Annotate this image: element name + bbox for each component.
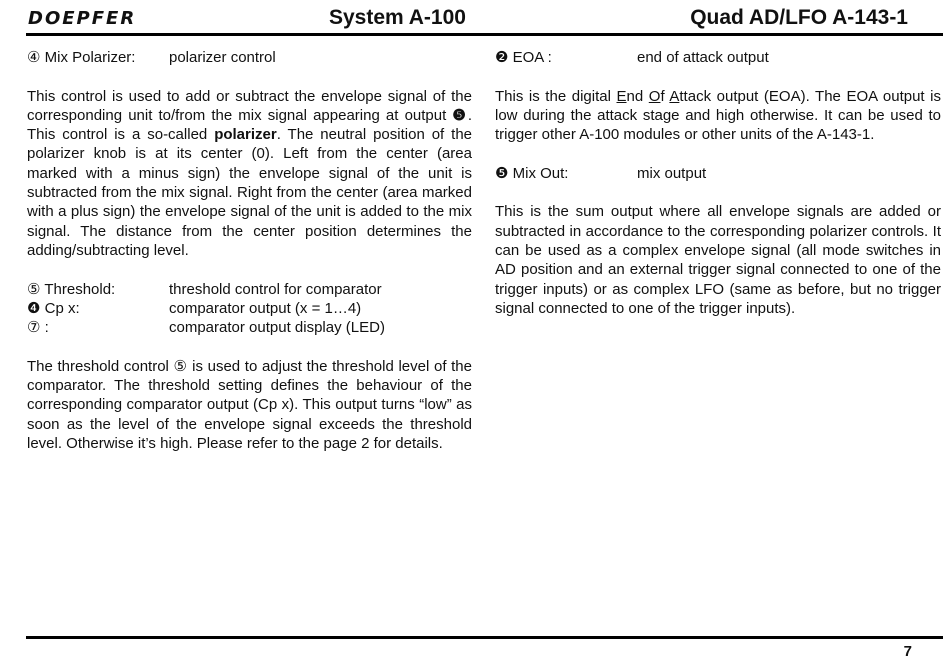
threshold-paragraph: The threshold control ⑤ is used to adjust the threshold level of the comparator. The threshold setting defines the behaviour of the corresponding comparator output (Cp x). This output turns “low” as soon as the level of the envelope signal exceeds the threshold level. Otherwise it’s high. Please refer to the page 2 for details.	[27, 357, 472, 452]
cp-marker: ❹	[27, 299, 41, 317]
cp-desc: comparator output (x = 1…4)	[169, 299, 362, 317]
mix-out-item	[495, 164, 941, 183]
mix-out-paragraph: This is the sum output where all envelope signals are added or subtracted in accordance to the corresponding polarizer controls. It can be used as a complex envelope signal (all mode switches in AD position and an external trigger signal connected to one of the trigger inputs) or as complex LFO (same as before, but no trigger signal connected to one of the trigger inputs).	[495, 203, 941, 317]
threshold-marker-inline: ⑤	[173, 357, 188, 375]
led-marker: ⑦	[27, 319, 41, 337]
mix-polarizer-label: Mix Polarizer:	[44, 49, 136, 66]
led-item	[27, 318, 472, 337]
eoa-desc: end of attack output	[637, 49, 769, 66]
left-column	[27, 48, 472, 453]
header-rule	[26, 33, 943, 36]
mix-polarizer-marker: ④	[27, 49, 41, 66]
polarizer-term: polarizer	[214, 126, 277, 144]
threshold-marker: ⑤	[27, 280, 41, 298]
footer-rule	[26, 636, 943, 639]
cp-label: Cp x:	[44, 299, 80, 317]
threshold-label: Threshold:	[44, 280, 116, 298]
mix-out-label: Mix Out:	[512, 164, 569, 182]
mix-out-marker: ❺	[495, 164, 509, 182]
right-column	[495, 48, 941, 318]
page-header	[26, 4, 942, 32]
mix-polarizer-desc: polarizer control	[169, 49, 276, 66]
led-desc: comparator output display (LED)	[169, 319, 385, 337]
page-number: 7	[903, 643, 912, 660]
product-title: Quad AD/LFO A-143-1	[690, 6, 908, 29]
mix-out-marker-inline: ❺	[452, 106, 468, 124]
system-title: System A-100	[329, 6, 466, 29]
mix-polarizer-item	[27, 48, 472, 67]
led-label: :	[44, 319, 49, 337]
doepfer-logo: DOEPFER	[28, 8, 137, 29]
eoa-label: EOA :	[512, 49, 552, 66]
eoa-paragraph: This is the digital End Of Attack output (EOA). The EOA output is low during the attack stage and high otherwise. It can be used to trigger other A-100 modules or other units of the A-143-1.	[495, 87, 941, 144]
mix-out-desc: mix output	[637, 164, 707, 182]
threshold-desc: threshold control for comparator	[169, 280, 382, 298]
eoa-marker: ❷	[495, 49, 509, 66]
mix-polarizer-paragraph: This control is used to add or subtract the envelope signal of the corresponding unit to/from the mix signal appearing at output ❺. This control is a so-called polarizer. The neutral position of the polarizer knob is at its center (0). Left from the center (area marked with a minus sign) the envelope signal of the unit is subtracted from the mix signal. Right from the center (area marked with a plus sign) the envelope signal of the unit is added to the mix signal. The distance from the center position determines the adding/subtracting level.	[27, 87, 473, 259]
cp-item	[27, 299, 472, 318]
eoa-item	[495, 48, 941, 67]
threshold-item	[27, 280, 472, 299]
